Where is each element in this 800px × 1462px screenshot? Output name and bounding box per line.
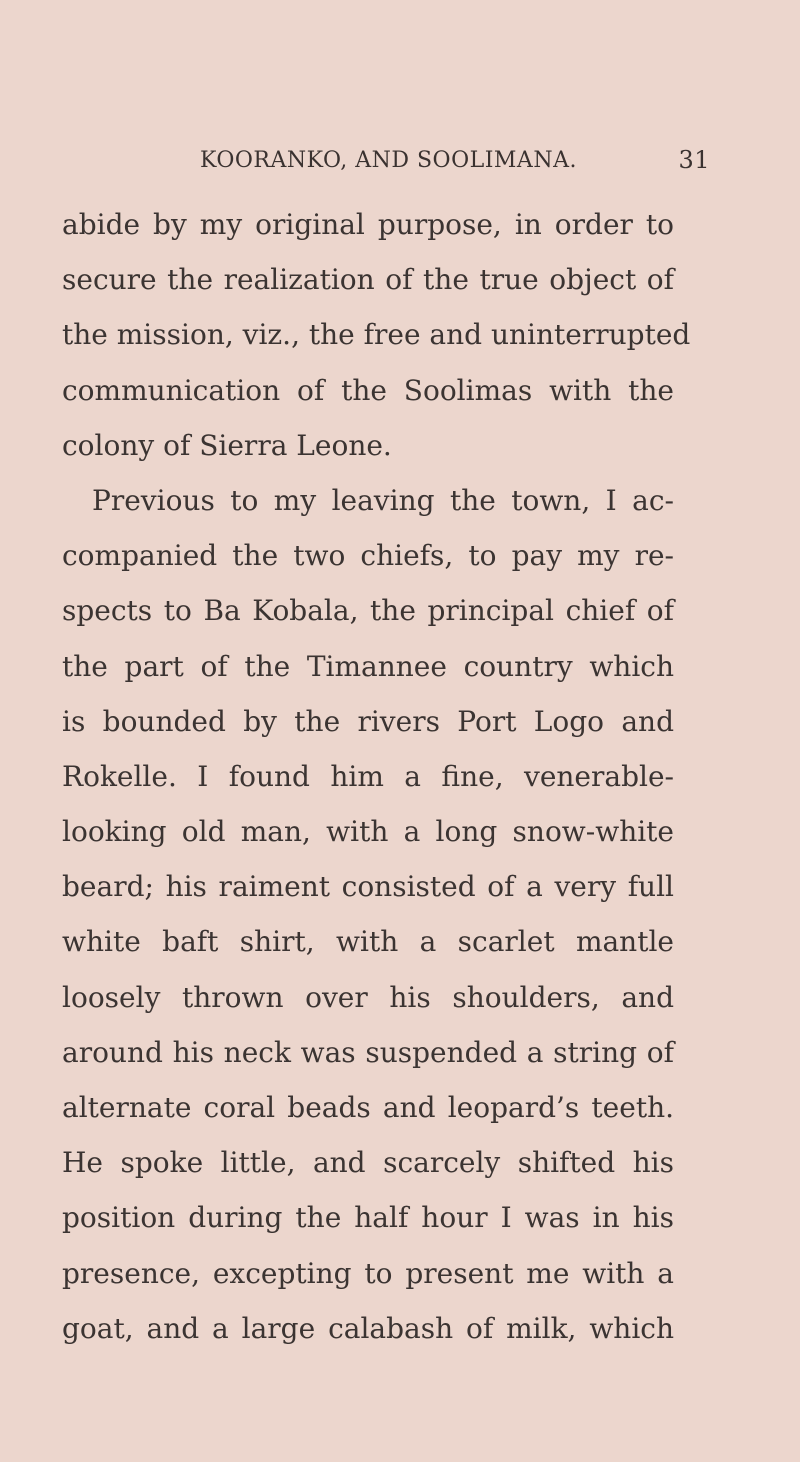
text-line: the mission, viz., the free and uninterrupted	[62, 318, 691, 352]
paragraph-start-line: Previous to my leaving the town, I ac-	[92, 483, 674, 517]
text-line: alternate coral beads and leopard’s teeth.	[62, 1091, 674, 1124]
running-head	[200, 148, 710, 182]
text-line: the part of the Timannee country which	[62, 649, 674, 683]
text-line: Rokelle. I found him a fine, venerable-	[62, 759, 674, 793]
text-line: secure the realization of the true object of	[62, 263, 674, 297]
text-line: communication of the Soolimas with the	[62, 373, 674, 407]
body-text	[62, 197, 691, 1356]
text-line: loosely thrown over his shoulders, and	[62, 980, 674, 1014]
text-line: position during the half hour I was in his	[62, 1201, 674, 1235]
text-line: spects to Ba Kobala, the principal chief of	[62, 594, 674, 628]
text-line: abide by my original purpose, in order to	[62, 208, 674, 241]
paragraph-end-line: colony of Sierra Leone.	[62, 428, 392, 462]
text-line: companied the two chiefs, to pay my re-	[62, 539, 674, 573]
text-line: looking old man, with a long snow-white	[62, 815, 674, 849]
text-line: white baft shirt, with a scarlet mantle	[62, 925, 674, 959]
text-line: presence, excepting to present me with a	[62, 1256, 674, 1290]
text-line: beard; his raiment consisted of a very full	[62, 870, 674, 904]
text-line: He spoke little, and scarcely shifted his	[62, 1146, 674, 1180]
text-line: is bounded by the rivers Port Logo and	[62, 704, 674, 738]
text-line: around his neck was suspended a string of	[62, 1035, 674, 1069]
running-head-title: KOORANKO, AND SOOLIMANA.	[200, 148, 577, 173]
page-number: 31	[678, 146, 710, 174]
text-line: goat, and a large calabash of milk, which	[62, 1311, 674, 1345]
